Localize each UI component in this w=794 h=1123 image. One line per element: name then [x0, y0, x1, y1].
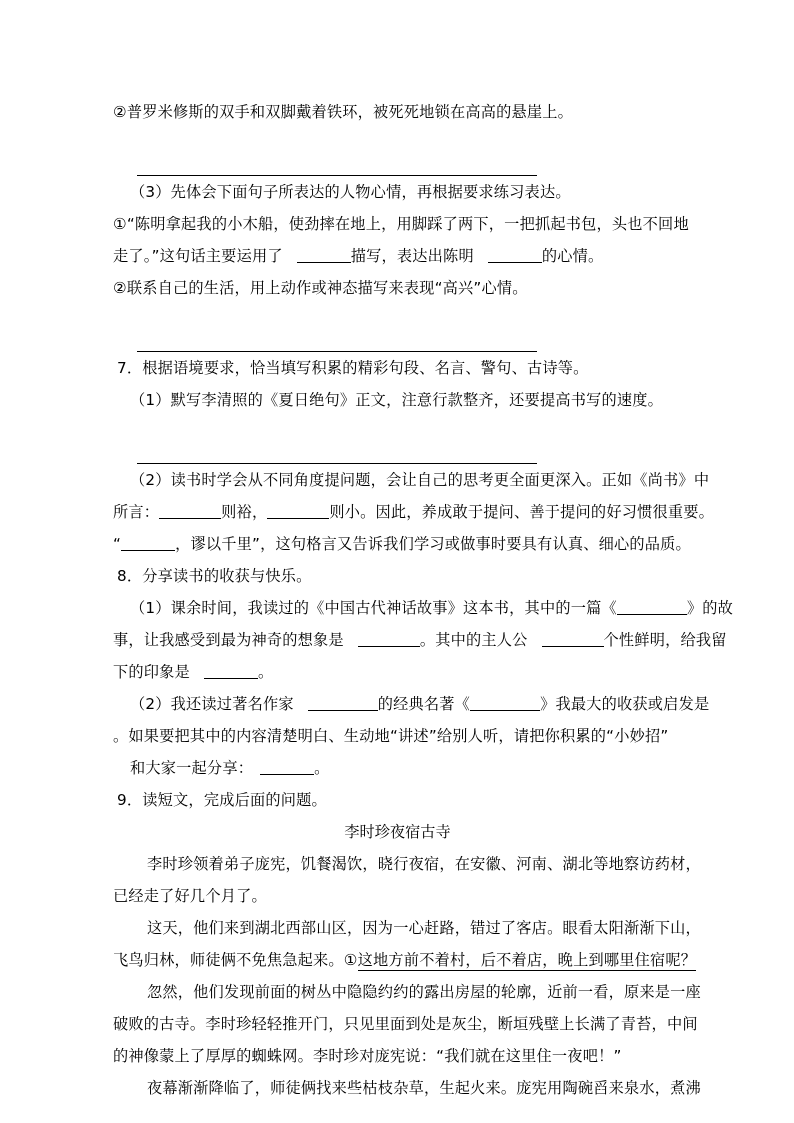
passage-para3-line3: 的神像蒙上了厚厚的蜘蛛网。李时珍对庞宪说：“我们就在这里住一夜吧！”: [113, 1047, 622, 1065]
passage-para1-line2: 已经走了好几个月了。: [113, 887, 267, 905]
q7-sub2-line2: [113, 496, 715, 528]
spacer: [113, 304, 682, 314]
q9-stem: 读短文，完成后面的问题。: [142, 791, 327, 809]
spacer: [113, 416, 682, 426]
q8-text-k: 和大家一起分享：: [130, 759, 254, 777]
q6-sub3-item1-line2: [113, 240, 682, 272]
passage-text-marker: 飞鸟归林，师徒俩不免焦急起来。①: [113, 951, 358, 969]
question-7: [113, 352, 682, 384]
q6-sub3-item2: ②联系自己的生活，用上动作或神态描写来表现“高兴”心情。: [113, 279, 528, 297]
blank-description-type[interactable]: [297, 248, 351, 263]
q7-number: 7．: [117, 359, 143, 377]
answer-rule-row-1: [113, 138, 682, 176]
passage-para2-line2: [113, 944, 697, 976]
blank-story-title[interactable]: [617, 600, 687, 615]
q6-sub3-prompt: （3）先体会下面句子所表达的人物心情，再根据要求练习表达。: [130, 183, 571, 201]
blank-shangshu-1[interactable]: [159, 504, 221, 519]
q8-text-j: 》我最大的收获或启发是: [540, 695, 710, 713]
q8-text-l: 。: [314, 759, 330, 777]
q6-sub2-sentence: ②普罗米修斯的双手和双脚戴着铁环，被死死地锁在高高的悬崖上。: [113, 103, 574, 121]
q8-text-i: 的经典名著《: [377, 695, 471, 713]
blank-shangshu-2[interactable]: [267, 504, 329, 519]
q7-quote-open: “: [113, 535, 122, 553]
passage-title: 李时珍夜宿古寺: [344, 823, 451, 841]
answer-rule-row-3: [113, 426, 682, 464]
q7-text-miaoyi: ，谬以千里”，这句格言又告诉我们学习或做事时要具有认真、细心的品质。: [175, 535, 691, 553]
blank-protagonist[interactable]: [542, 632, 604, 647]
q8-text-e: 个性鲜明，给我留: [603, 631, 727, 649]
q8-text-h: （2）我还读过著名作家: [130, 695, 294, 713]
q8-sub1-line3: [113, 656, 682, 688]
q7-text-zexiao: 则小。因此，养成敢于提问、善于提问的好习惯很重要。: [329, 503, 715, 521]
q8-stem: 分享读书的收获与快乐。: [142, 567, 312, 585]
answer-rule-row-2: [113, 314, 682, 352]
q8-text-f: 下的印象是: [113, 663, 190, 681]
passage-para1-line1: 李时珍领着弟子庞宪，饥餐渴饮，晓行夜宿，在安徽、河南、湖北等地察访药材，: [147, 855, 701, 873]
q7-text-suoyan: 所言：: [113, 503, 160, 521]
passage-para4-line1: 夜幕渐渐降临了，师徒俩找来些枯枝杂草，生起火来。庞宪用陶碗舀来泉水，煮沸: [147, 1079, 701, 1097]
q8-sub2-line1: [113, 688, 710, 720]
blank-proverb[interactable]: [121, 536, 175, 551]
q8-text-a: （1）课余时间，我读过的《中国古代神话故事》这本书，其中的一篇《: [130, 599, 617, 617]
q6-text-part3: 的心情。: [541, 247, 604, 265]
q7-sub2-line3: [113, 528, 691, 560]
q8-text-d: 。其中的主人公: [419, 631, 528, 649]
q6-text-part1: 走了。”这句话主要运用了: [113, 247, 283, 265]
blank-author[interactable]: [308, 696, 378, 711]
q8-sub1-line1: [113, 592, 734, 624]
q7-text-zeyu: 则裕，: [221, 503, 268, 521]
blank-tip-share[interactable]: [260, 760, 314, 775]
q8-sub1-line2: [113, 624, 727, 656]
q7-sub1: （1）默写李清照的《夏日绝句》正文，注意行款整齐，还要提高书写的速度。: [130, 391, 664, 409]
question-8: [113, 560, 682, 592]
q8-text-c: 事，让我感受到最为神奇的想象是: [113, 631, 344, 649]
underlined-question-sentence: 这地方前不着村，后不着店，晚上到哪里住宿呢？: [357, 951, 697, 969]
blank-mood[interactable]: [488, 248, 542, 263]
q6-sub3-item1-line1: ①“陈明拿起我的小木船，使劲摔在地上，用脚踩了两下，一把抓起书包，头也不回地: [113, 215, 689, 233]
passage-para3-line1: 忽然，他们发现前面的树丛中隐隐约约的露出房屋的轮廓，近前一看，原来是一座: [147, 983, 701, 1001]
q7-stem: 根据语境要求，恰当填写积累的精彩句段、名言、警句、古诗等。: [142, 359, 589, 377]
q8-number: 8．: [117, 567, 143, 585]
q8-sub2-line2: 。如果要把其中的内容清楚明白、生动地“讲述”给别人听，请把你积累的“小妙招”: [113, 727, 669, 745]
spacer: [113, 128, 682, 138]
blank-imagination[interactable]: [358, 632, 420, 647]
passage-para2-line1: 这天，他们来到湖北西部山区，因为一心赶路，错过了客店。眼看太阳渐渐下山，: [147, 919, 701, 937]
question-9: [113, 784, 682, 816]
blank-book-title[interactable]: [470, 696, 540, 711]
q8-text-b: 》的故: [686, 599, 734, 617]
q9-number: 9．: [117, 791, 143, 809]
q6-text-part2: 描写，表达出陈明: [350, 247, 474, 265]
passage-para3-line2: 破败的古寺。李时珍轻轻推开门，只见里面到处是灰尘，断垣残壁上长满了青苔，中间: [113, 1015, 698, 1033]
q8-sub2-line3: [113, 752, 682, 784]
q8-text-g: 。: [257, 663, 274, 681]
q7-sub2-line1: （2）读书时学会从不同角度提问题，会让自己的思考更全面更深入。正如《尚书》中: [130, 471, 710, 489]
blank-impression[interactable]: [204, 664, 258, 679]
